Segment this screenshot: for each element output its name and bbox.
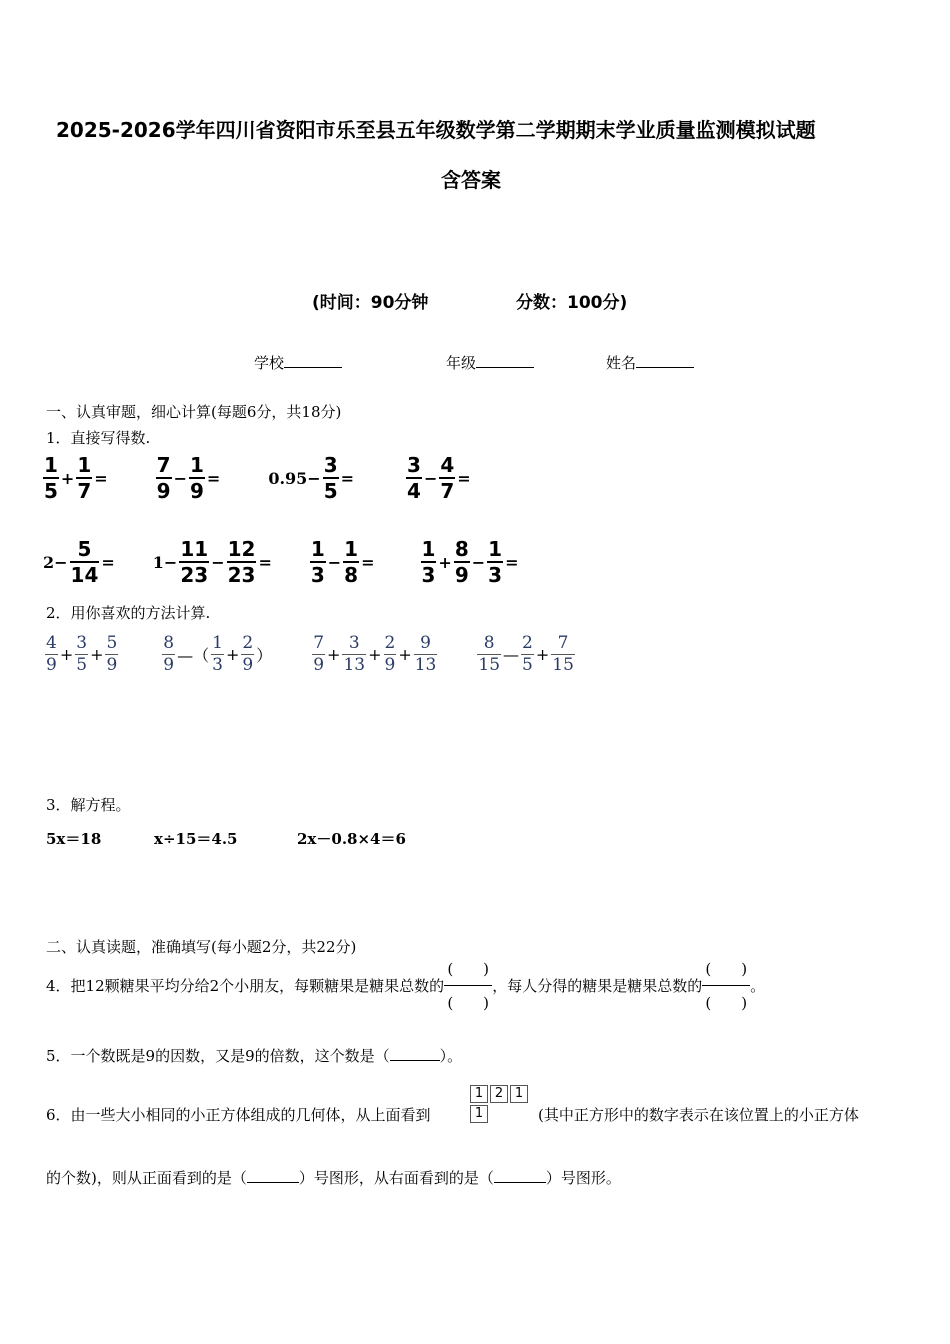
section2-heading: 二、认真读题，准确填写(每小题2分，共22分) xyxy=(46,938,357,956)
numerator: 2 xyxy=(242,633,254,653)
denominator: 9 xyxy=(189,479,204,503)
q4-paren-bottom-1: ( ) xyxy=(447,994,490,1012)
expression xyxy=(152,538,273,586)
numerator: 8 xyxy=(483,633,495,653)
operator: + xyxy=(225,645,240,664)
denominator: 15 xyxy=(478,655,501,675)
q6-grid-cell: 1 xyxy=(470,1105,488,1123)
denominator: 5 xyxy=(76,655,88,675)
denominator: 5 xyxy=(44,479,58,503)
fraction xyxy=(477,634,501,675)
q5-text-after: ）。 xyxy=(439,1047,463,1065)
q4-prefix: 4．把12颗糖果平均分给2个小朋友，每颗糖果是糖果总数的 xyxy=(46,977,445,995)
operator: = xyxy=(101,552,115,572)
numerator: 2 xyxy=(522,633,533,653)
q3-eq-2: x÷15＝4.5 xyxy=(154,830,238,848)
q6-top-view-grid xyxy=(466,1083,538,1129)
denominator: 7 xyxy=(77,479,92,503)
fraction xyxy=(76,454,92,502)
q5-blank[interactable] xyxy=(390,1046,440,1061)
q4-paren-top-1: ( ) xyxy=(447,960,490,978)
operator: − xyxy=(173,468,187,488)
operator: ） xyxy=(256,646,273,665)
operator: 2− xyxy=(43,552,68,572)
operator: + xyxy=(60,468,75,488)
operator: = xyxy=(361,552,375,572)
denominator: 9 xyxy=(242,655,254,675)
fraction xyxy=(156,454,172,502)
numerator: 1 xyxy=(44,453,58,477)
operator: + xyxy=(398,645,412,664)
q4-fraction-bar-2 xyxy=(702,985,750,986)
numerator: 3 xyxy=(323,453,338,477)
denominator: 15 xyxy=(552,655,574,675)
operator: = xyxy=(206,468,221,488)
numerator: 1 xyxy=(488,537,503,561)
denominator: 9 xyxy=(46,655,57,675)
q2-label: 2．用你喜欢的方法计算. xyxy=(46,604,211,622)
q2-exprs xyxy=(44,634,576,675)
operator: + xyxy=(327,645,341,664)
operator: — xyxy=(503,645,520,664)
fraction xyxy=(105,634,118,675)
numerator: 7 xyxy=(557,633,569,653)
operator: = xyxy=(457,468,471,488)
grade-label: 年级 xyxy=(446,354,477,372)
q4-fraction-blank-2[interactable] xyxy=(702,958,750,1013)
q5-text-before: 5．一个数既是9的因数，又是9的倍数，这个数是（ xyxy=(46,1047,390,1065)
numerator: 3 xyxy=(76,633,88,653)
operator: − xyxy=(327,552,342,572)
q6-prefix: 6．由一些大小相同的小正方体组成的几何体，从上面看到 xyxy=(46,1106,431,1124)
school-field[interactable] xyxy=(254,352,342,373)
fraction xyxy=(342,634,366,675)
numerator: 7 xyxy=(156,453,171,477)
operator: − xyxy=(423,468,438,488)
name-blank[interactable] xyxy=(636,353,694,368)
q3-label: 3．解方程。 xyxy=(46,796,131,814)
numerator: 1 xyxy=(421,537,436,561)
q1-row2-expr xyxy=(42,538,519,586)
fraction xyxy=(439,454,455,502)
numerator: 1 xyxy=(189,453,204,477)
fraction xyxy=(43,454,59,502)
fraction xyxy=(454,538,470,586)
expression xyxy=(267,454,355,502)
q4-fraction-bar-1 xyxy=(444,985,492,986)
q3-eq-1: 5x＝18 xyxy=(46,830,102,848)
q5-line xyxy=(46,1045,462,1066)
denominator: 8 xyxy=(344,563,359,587)
q4-paren-bottom-2: ( ) xyxy=(705,994,748,1012)
numerator: 9 xyxy=(420,633,431,653)
denominator: 3 xyxy=(488,563,503,587)
q6-line2-b: ）号图形，从右面看到的是（ xyxy=(298,1169,494,1187)
operator: + xyxy=(90,645,104,664)
q6-suffix: (其中正方形中的数字表示在该位置上的小正方体 xyxy=(538,1106,859,1124)
numerator: 2 xyxy=(384,633,396,653)
denominator: 3 xyxy=(310,563,325,587)
fraction xyxy=(179,538,209,586)
q6-grid-cell: 1 xyxy=(510,1085,528,1103)
denominator: 14 xyxy=(70,563,99,587)
operator: + xyxy=(535,645,550,664)
denominator: 5 xyxy=(522,655,533,675)
expression xyxy=(309,538,376,586)
operator: + xyxy=(59,645,74,664)
denominator: 9 xyxy=(106,655,118,675)
q4-paren-top-2: ( ) xyxy=(705,960,748,978)
denominator: 9 xyxy=(384,655,396,675)
school-label: 学校 xyxy=(254,354,285,372)
q1-label: 1．直接写得数. xyxy=(46,429,151,447)
fraction xyxy=(227,538,257,586)
operator: = xyxy=(505,552,519,572)
section1-heading: 一、认真审题，细心计算(每题6分，共18分) xyxy=(46,403,342,421)
denominator: 5 xyxy=(323,479,338,503)
q6-line2-c: ）号图形。 xyxy=(545,1169,621,1187)
operator: 0.95− xyxy=(268,468,321,488)
numerator: 3 xyxy=(348,633,360,653)
numerator: 4 xyxy=(46,633,57,653)
expression xyxy=(420,538,520,586)
fraction xyxy=(312,634,325,675)
name-field[interactable] xyxy=(606,352,694,373)
grade-field[interactable] xyxy=(446,352,534,373)
fraction xyxy=(521,634,534,675)
fraction xyxy=(406,454,422,502)
q6-line2 xyxy=(46,1167,621,1188)
numerator: 1 xyxy=(310,537,325,561)
q4-fraction-blank-1[interactable] xyxy=(444,958,492,1013)
fraction xyxy=(70,538,100,586)
denominator: 9 xyxy=(313,655,325,675)
denominator: 9 xyxy=(163,655,175,675)
expression xyxy=(311,634,438,675)
fraction xyxy=(211,634,224,675)
denominator: 23 xyxy=(227,563,256,587)
fraction xyxy=(551,634,575,675)
operator: − xyxy=(211,552,225,572)
fraction xyxy=(384,634,397,675)
fraction xyxy=(162,634,175,675)
fraction xyxy=(487,538,503,586)
fraction xyxy=(414,634,438,675)
numerator: 5 xyxy=(77,537,92,561)
operator: = xyxy=(340,468,355,488)
numerator: 1 xyxy=(212,633,223,653)
operator: + xyxy=(368,645,382,664)
q6-grid-cell: 1 xyxy=(470,1085,488,1103)
expression xyxy=(405,454,472,502)
q3-eq-3: 2x－0.8×4＝6 xyxy=(297,830,406,848)
numerator: 4 xyxy=(440,453,455,477)
operator: = xyxy=(94,468,108,488)
q6-right-blank[interactable] xyxy=(494,1168,546,1183)
expression xyxy=(155,454,222,502)
title-line-2: 含答案 xyxy=(441,168,501,192)
numerator: 1 xyxy=(77,453,92,477)
fraction xyxy=(241,634,254,675)
numerator: 3 xyxy=(407,453,421,477)
denominator: 3 xyxy=(212,655,223,675)
numerator: 7 xyxy=(313,633,325,653)
title-line-1: 2025-2026学年四川省资阳市乐至县五年级数学第二学期期末学业质量监测模拟试题 xyxy=(56,118,816,142)
numerator: 1 xyxy=(344,537,359,561)
q6-front-blank[interactable] xyxy=(247,1168,299,1183)
fraction xyxy=(189,454,205,502)
denominator: 4 xyxy=(407,479,421,503)
numerator: 11 xyxy=(180,537,209,561)
q1-row1-expr xyxy=(42,454,472,502)
operator: − xyxy=(471,552,486,572)
expression xyxy=(161,634,273,675)
denominator: 7 xyxy=(440,479,455,503)
denominator: 13 xyxy=(343,655,366,675)
fraction xyxy=(310,538,326,586)
operator: = xyxy=(258,552,272,572)
expression xyxy=(42,454,109,502)
fraction xyxy=(421,538,437,586)
numerator: 12 xyxy=(227,537,256,561)
denominator: 9 xyxy=(454,563,469,587)
operator: 1− xyxy=(152,552,178,572)
q4-suffix: 。 xyxy=(750,977,766,995)
expression xyxy=(42,538,116,586)
q4-line xyxy=(46,958,765,1013)
denominator: 9 xyxy=(156,479,171,503)
denominator: 13 xyxy=(414,655,437,675)
denominator: 23 xyxy=(180,563,209,587)
fraction xyxy=(343,538,359,586)
name-label: 姓名 xyxy=(606,354,637,372)
denominator: 3 xyxy=(421,563,436,587)
numerator: 8 xyxy=(454,537,469,561)
operator: —（ xyxy=(177,646,210,665)
q6-grid-cell: 2 xyxy=(490,1085,508,1103)
grade-blank[interactable] xyxy=(476,353,534,368)
fraction xyxy=(323,454,339,502)
q6-line2-a: 的个数)，则从正面看到的是（ xyxy=(46,1169,247,1187)
fraction xyxy=(75,634,88,675)
expression xyxy=(44,634,119,675)
school-blank[interactable] xyxy=(284,353,342,368)
expression xyxy=(476,634,576,675)
numerator: 8 xyxy=(163,633,175,653)
q4-middle: ，每人分得的糖果是糖果总数的 xyxy=(492,977,703,995)
numerator: 5 xyxy=(106,633,118,653)
time-label: (时间：90分钟 xyxy=(312,293,429,313)
fraction xyxy=(45,634,58,675)
score-label: 分数：100分) xyxy=(516,293,628,313)
operator: + xyxy=(438,552,452,572)
